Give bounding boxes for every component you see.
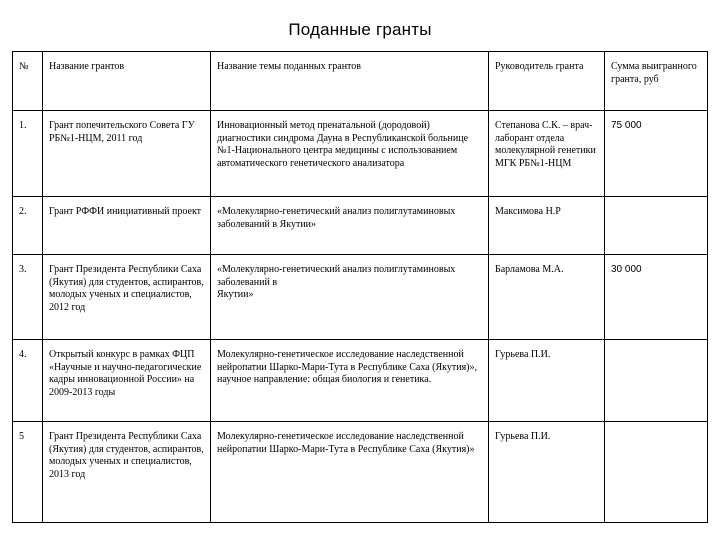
grant-amount: 75 000 <box>605 111 708 197</box>
row-number: 2. <box>13 197 43 255</box>
row-number: 4. <box>13 340 43 422</box>
table-row <box>13 197 708 255</box>
grants-table <box>12 51 708 523</box>
grant-topic: Молекулярно-генетическое исследование наследственной нейропатии Шарко-Мари-Тута в Республике Саха (Якутия)», научное направление: общая биология и генетика. <box>211 340 489 422</box>
grant-supervisor: Степанова С.К. – врач-лаборант отдела молекулярной генетики МГК РБ№1-НЦМ <box>489 111 605 197</box>
grant-name: Грант Президента Республики Саха (Якутия) для студентов, аспирантов, молодых ученых и специалистов, 2013 год <box>43 422 211 523</box>
grant-topic: Инновационный метод пренатальной (дородовой) диагностики синдрома Дауна в Республиканской больнице №1-Национального центра медицины с использованием автоматического генетического анализатора <box>211 111 489 197</box>
header-amount: Сумма выигранного гранта, руб <box>605 52 708 111</box>
table-header-row <box>13 52 708 111</box>
row-number: 3. <box>13 255 43 340</box>
table-row <box>13 340 708 422</box>
row-number: 5 <box>13 422 43 523</box>
table-row <box>13 111 708 197</box>
grant-supervisor: Барламова М.А. <box>489 255 605 340</box>
header-grant-name: Название грантов <box>43 52 211 111</box>
header-supervisor: Руководитель гранта <box>489 52 605 111</box>
table-row <box>13 422 708 523</box>
grant-name: Грант попечительского Совета ГУ РБ№1-НЦМ, 2011 год <box>43 111 211 197</box>
grant-amount: 30 000 <box>605 255 708 340</box>
grant-topic: Молекулярно-генетическое исследование наследственной нейропатии Шарко-Мари-Тута в Республике Саха (Якутия)» <box>211 422 489 523</box>
grant-name: Грант РФФИ инициативный проект <box>43 197 211 255</box>
grant-name: Грант Президента Республики Саха (Якутия) для студентов, аспирантов, молодых ученых и специалистов, 2012 год <box>43 255 211 340</box>
grant-supervisor: Гурьева П.И. <box>489 340 605 422</box>
grant-amount <box>605 422 708 523</box>
grant-topic: «Молекулярно-генетический анализ полиглутаминовых заболеваний в Якутии» <box>211 197 489 255</box>
grant-supervisor: Максимова Н.Р <box>489 197 605 255</box>
grant-supervisor: Гурьева П.И. <box>489 422 605 523</box>
grant-name: Открытый конкурс в рамках ФЦП «Научные и научно-педагогические кадры инновационной России» на 2009-2013 годы <box>43 340 211 422</box>
header-topic: Название темы поданных грантов <box>211 52 489 111</box>
grant-amount <box>605 340 708 422</box>
header-number: № <box>13 52 43 111</box>
grant-topic: «Молекулярно-генетический анализ полиглутаминовых заболеваний в Якутии» <box>211 255 489 340</box>
row-number: 1. <box>13 111 43 197</box>
grant-amount <box>605 197 708 255</box>
page-title: Поданные гранты <box>288 20 432 39</box>
table-row <box>13 255 708 340</box>
